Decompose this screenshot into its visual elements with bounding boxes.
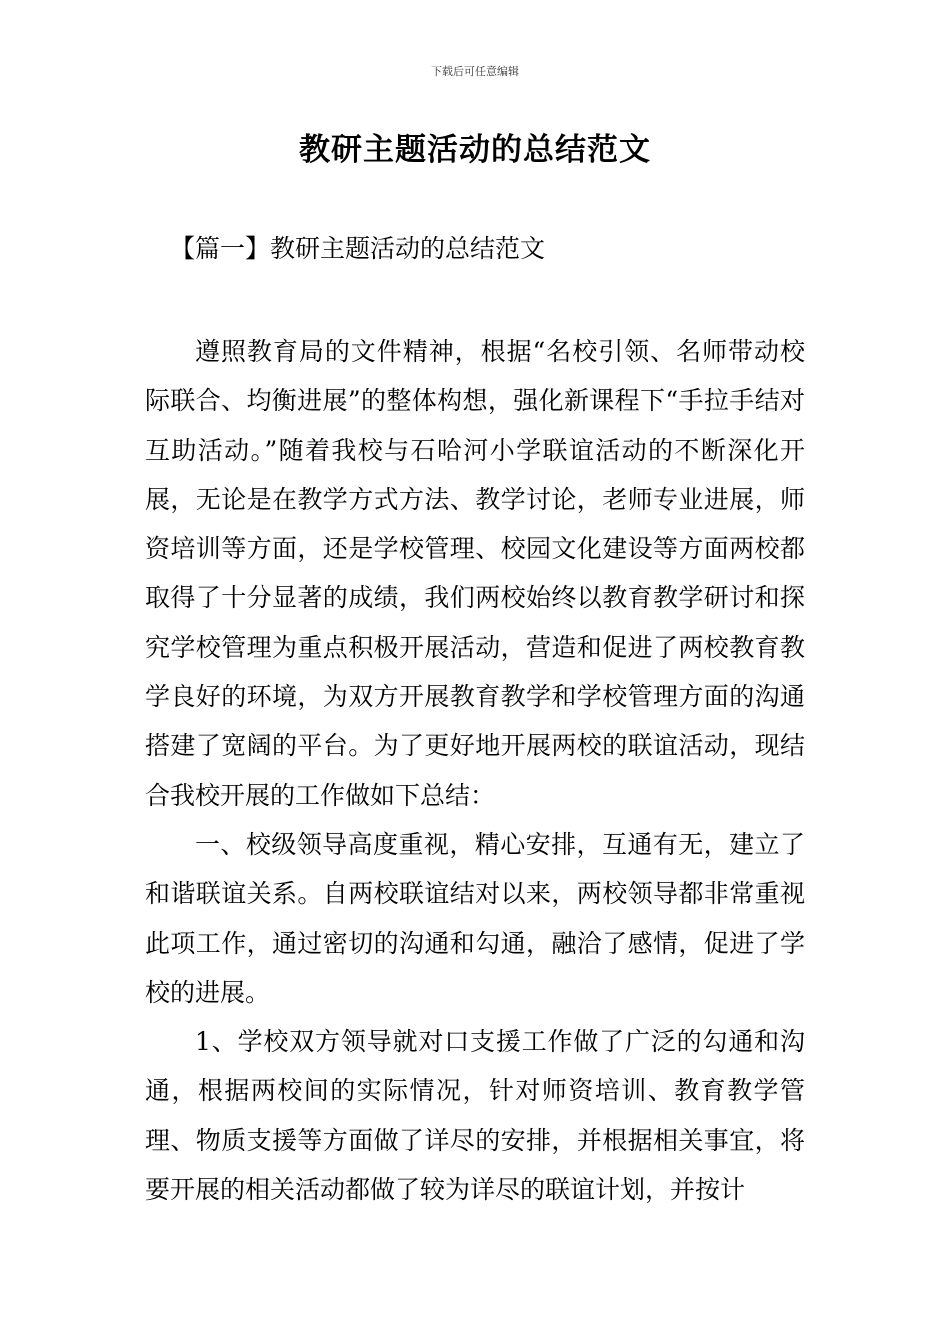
- paragraph-1: 遵照教育局的文件精神，根据“名校引领、名师带动校际联合、均衡进展”的整体构想，强化新课程下“手拉手结对互助活动。”随着我校与石哈河小学联谊活动的不断深化开展，无论是在教学方式方法、教学讨论，老师专业进展，师资培训等方面，还是学校管理、校园文化建设等方面两校都取得了十分显著的成绩，我们两校始终以教育教学研讨和探究学校管理为重点积极开展活动，营造和促进了两校教育教学良好的环境，为双方开展教育教学和学校管理方面的沟通搭建了宽阔的平台。为了更好地开展两校的联谊活动，现结合我校开展的工作做如下总结：: [145, 337, 805, 810]
- paragraph-2: 一、校级领导高度重视，精心安排，互通有无，建立了和谐联谊关系。自两校联谊结对以来，两校领导都非常重视此项工作，通过密切的沟通和勾通，融洽了感情，促进了学校的进展。: [145, 829, 805, 1007]
- header-note: 下载后可任意编辑: [431, 65, 519, 78]
- paragraph-3: 1、学校双方领导就对口支援工作做了广泛的勾通和沟通，根据两校间的实际情况，针对师资培训、教育教学管理、物质支援等方面做了详尽的安排，并根据相关事宜，将要开展的相关活动都做了较为详尽的联谊计划，并按计: [145, 1027, 805, 1205]
- document-body: [145, 327, 805, 1214]
- document-title: 教研主题活动的总结范文: [299, 132, 651, 168]
- section-heading: 【篇一】教研主题活动的总结范文: [170, 234, 546, 263]
